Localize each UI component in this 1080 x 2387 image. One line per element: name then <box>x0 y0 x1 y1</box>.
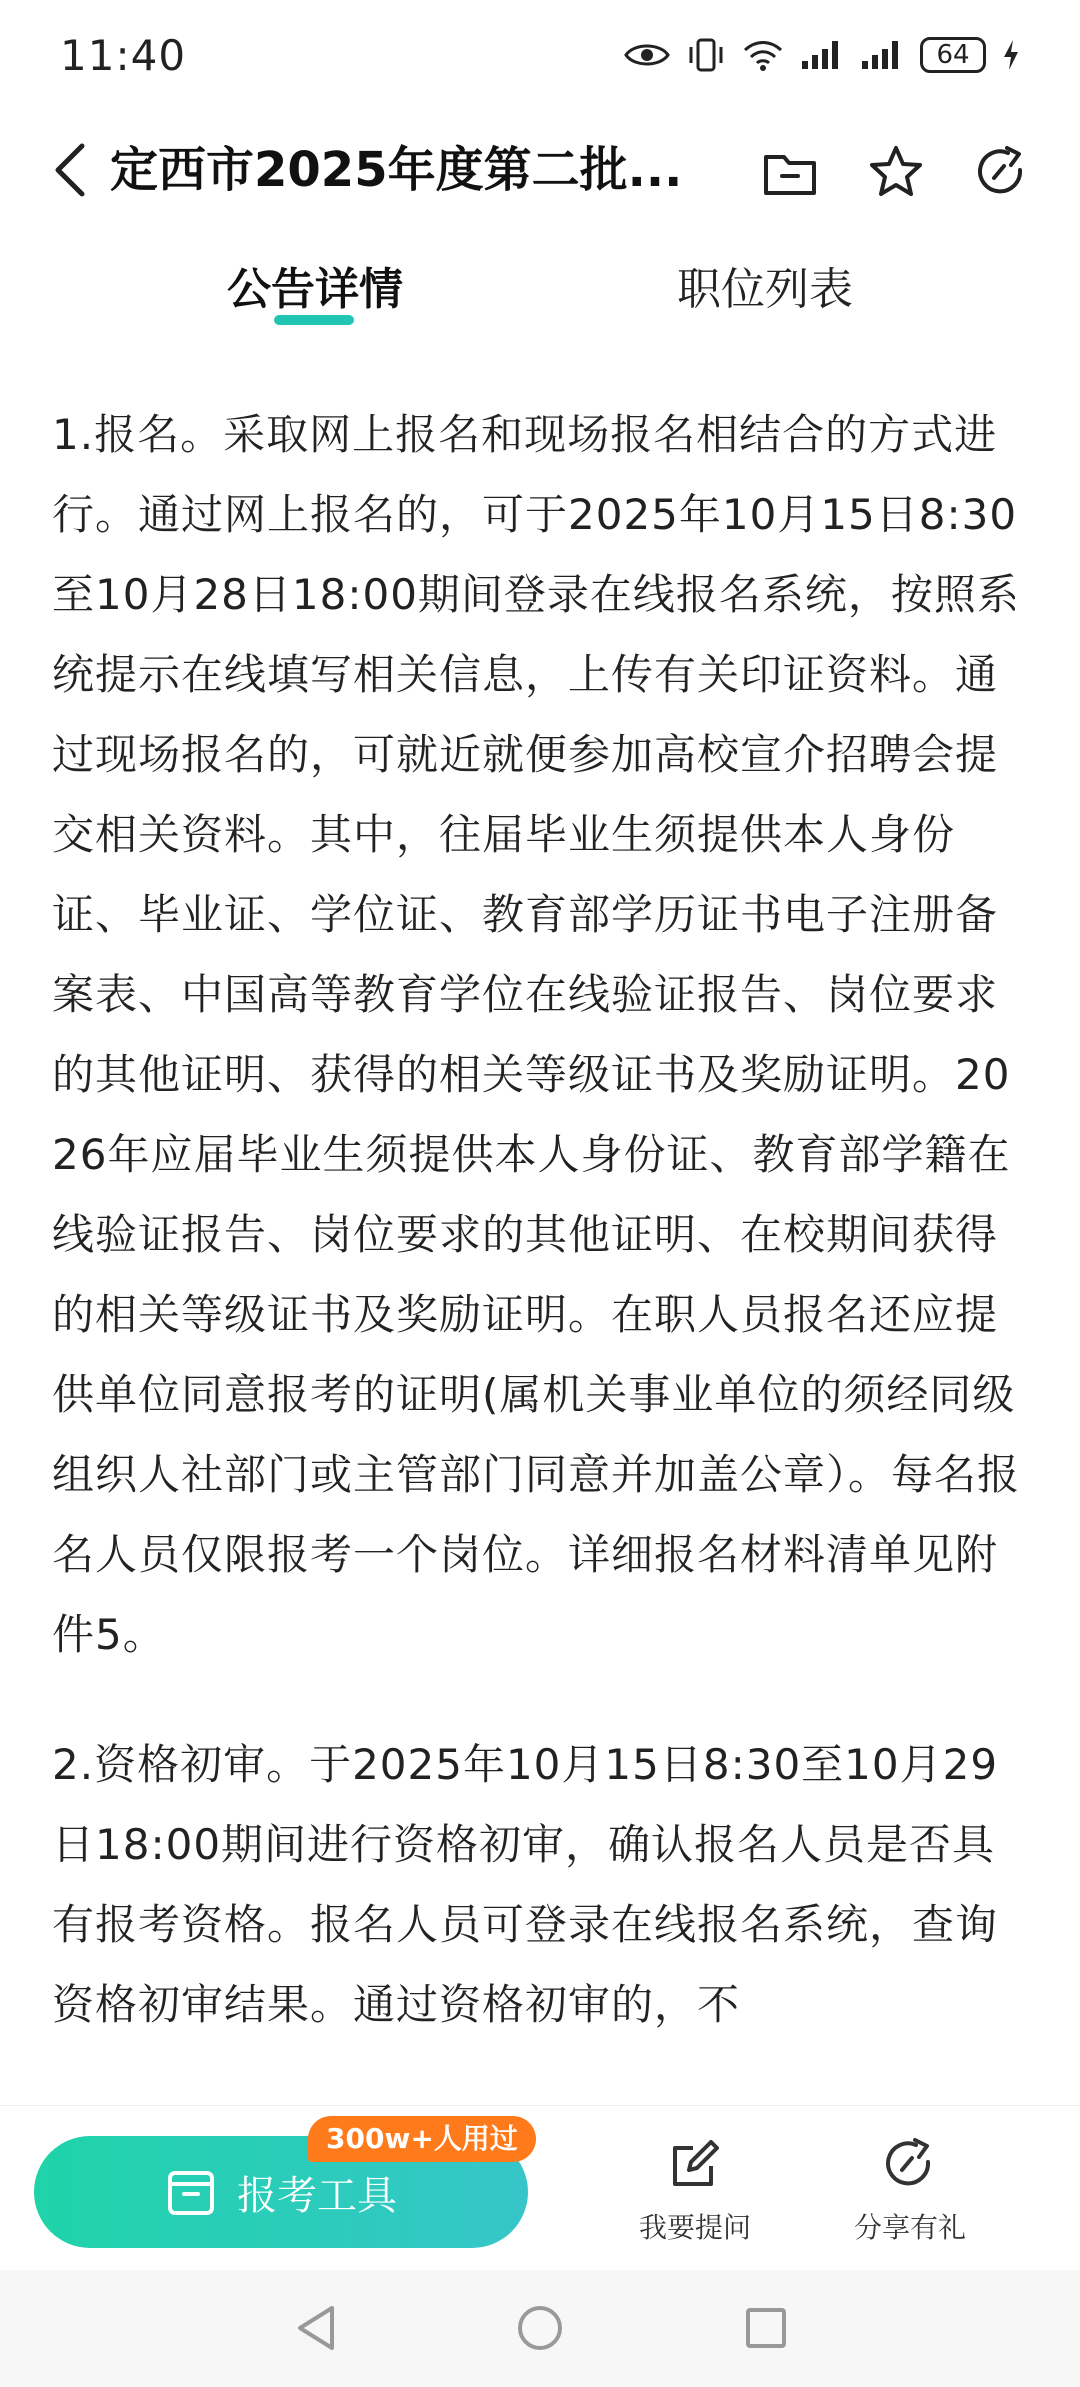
folder-icon <box>762 147 818 197</box>
system-nav-bar <box>0 2270 1080 2387</box>
content-paragraph: 1.报名。采取网上报名和现场报名相结合的方式进行。通过网上报名的，可于2025年10月15日8:30至10月28日18:00期间登录在线报名系统，按照系统提示在线填写相关信息，上传有关印证资料。通过现场报名的，可就近就便参加高校宣介招聘会提交相关资料。其中，往届毕业生须提供本人身份证、毕业证、学位证、教育部学历证书电子注册备案表、中国高等教育学位在线验证报告、岗位要求的其他证明、获得的相关等级证书及奖励证明。2026年应届毕业生须提供本人身份证、教育部学籍在线验证报告、岗位要求的其他证明、在校期间获得的相关等级证书及奖励证明。在职人员报名还应提供单位同意报考的证明(属机关事业单位的须经同级组织人社部门或主管部门同意并加盖公章）。每名报名人员仅限报考一个岗位。详细报名材料清单见附件5。 <box>52 410 1021 1659</box>
favorite-button[interactable] <box>866 142 926 202</box>
star-icon <box>867 144 925 200</box>
back-triangle-icon <box>294 2304 338 2352</box>
nav-home-button[interactable] <box>512 2300 568 2356</box>
folder-button[interactable] <box>760 142 820 202</box>
header <box>0 110 1080 230</box>
bottom-action-bar <box>0 2105 1080 2271</box>
wifi-icon <box>742 38 784 72</box>
share-reward-button[interactable] <box>820 2136 1000 2256</box>
status-time: 11:40 <box>60 30 187 80</box>
share-icon <box>974 144 1030 200</box>
home-circle-icon <box>516 2304 564 2352</box>
signal-icon <box>860 39 904 71</box>
charging-icon <box>1002 39 1020 71</box>
status-icons <box>624 37 1020 73</box>
share-reward-label: 分享有礼 <box>853 2211 966 2244</box>
content-paragraph: 2.资格初审。于2025年10月15日8:30至10月29日18:00期间进行资格初审，确认报名人员是否具有报考资格。报名人员可登录在线报名系统，查询资格初审结果。通过资格初审的，不 <box>52 1740 999 2029</box>
tab-bar <box>0 240 1080 350</box>
edit-icon <box>667 2136 723 2192</box>
usage-badge: 300w+人用过 <box>308 2116 536 2162</box>
page-title: 定西市2025年度第二批... <box>110 142 683 198</box>
ask-question-label: 我要提问 <box>638 2211 751 2244</box>
vibrate-icon <box>686 37 726 73</box>
back-button[interactable] <box>40 140 100 200</box>
nav-recents-button[interactable] <box>738 2300 794 2356</box>
box-icon <box>165 2167 217 2217</box>
share-icon <box>882 2136 938 2192</box>
announcement-content <box>52 395 1037 2105</box>
status-bar <box>0 0 1080 110</box>
tab-positions[interactable]: 职位列表 <box>677 264 853 315</box>
share-button[interactable] <box>972 142 1032 202</box>
signal-icon <box>800 39 844 71</box>
battery-icon: 64 <box>920 37 986 73</box>
back-icon <box>52 142 88 198</box>
recents-square-icon <box>744 2306 788 2350</box>
tab-announcement[interactable]: 公告详情 <box>227 264 403 315</box>
ask-question-button[interactable] <box>605 2136 785 2256</box>
active-tab-indicator <box>274 315 354 325</box>
exam-tools-label: 报考工具 <box>237 2172 397 2219</box>
eye-icon <box>624 40 670 70</box>
nav-back-button[interactable] <box>288 2300 344 2356</box>
